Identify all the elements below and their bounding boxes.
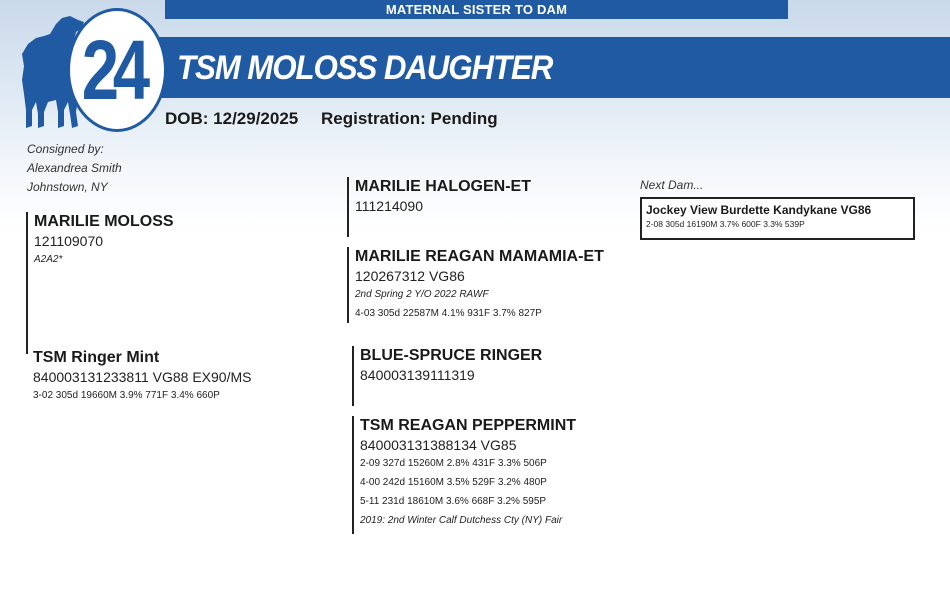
next-dam-box [640, 197, 915, 240]
dam-dam-name: TSM REAGAN PEPPERMINT [360, 417, 577, 434]
lot-number: 24 [82, 22, 144, 117]
dam-sire-name: BLUE-SPRUCE RINGER [360, 347, 543, 364]
sire-name: MARILIE MOLOSS [34, 213, 174, 230]
next-dam-label: Next Dam... [640, 178, 704, 192]
lot-number-badge [67, 8, 167, 132]
dam-dam-reg: 840003131388134 VG85 [360, 437, 517, 453]
consignor-name: Alexandrea Smith [27, 161, 122, 175]
next-dam-record: 2-08 305d 16190M 3.7% 600F 3.3% 539P [646, 219, 805, 229]
dam-dam-record: 2-09 327d 15260M 2.8% 431F 3.3% 506P [360, 458, 547, 469]
sire-dam-block [347, 247, 604, 323]
sire-sire-reg: 111214090 [355, 198, 423, 214]
dam-reg: 840003131233811 VG88 EX90/MS [33, 369, 252, 385]
consignor-info [27, 140, 122, 197]
dob-line [165, 109, 516, 129]
sire-dam-record: 4-03 305d 22587M 4.1% 931F 3.7% 827P [355, 308, 542, 319]
sire-dam-reg: 120267312 VG86 [355, 268, 465, 284]
maternal-sister-banner: MATERNAL SISTER TO DAM [165, 0, 788, 19]
dob: DOB: 12/29/2025 [165, 109, 299, 128]
sire-block [26, 212, 174, 354]
dam-sire-reg: 840003139111319 [360, 367, 475, 383]
sire-dam-name: MARILIE REAGAN MAMAMIA-ET [355, 248, 604, 265]
next-dam-name: Jockey View Burdette Kandykane VG86 [646, 203, 872, 217]
sire-reg: 121109070 [34, 233, 104, 249]
consignor-location: Johnstown, NY [27, 180, 108, 194]
dam-dam-record: 4-00 242d 15160M 3.5% 529F 3.2% 480P [360, 477, 547, 488]
dam-dam-record: 5-11 231d 18610M 3.6% 668F 3.2% 595P [360, 496, 547, 507]
page-title: TSM MOLOSS DAUGHTER [177, 49, 553, 87]
sire-sire-name: MARILIE HALOGEN-ET [355, 178, 531, 195]
dam-block [26, 348, 251, 410]
sire-dam-note: 2nd Spring 2 Y/O 2022 RAWF [355, 289, 489, 300]
dam-dam-block [352, 416, 576, 534]
dam-sire-block [352, 346, 542, 406]
registration-status: Registration: Pending [320, 109, 498, 128]
consigned-label: Consigned by: [27, 142, 104, 156]
sire-note: A2A2* [34, 254, 63, 265]
dam-name: TSM Ringer Mint [33, 349, 160, 366]
dam-dam-note: 2019: 2nd Winter Calf Dutchess Cty (NY) Fair [360, 515, 563, 526]
dam-record: 3-02 305d 19660M 3.9% 771F 3.4% 660P [33, 390, 220, 401]
sire-sire-block [347, 177, 531, 237]
